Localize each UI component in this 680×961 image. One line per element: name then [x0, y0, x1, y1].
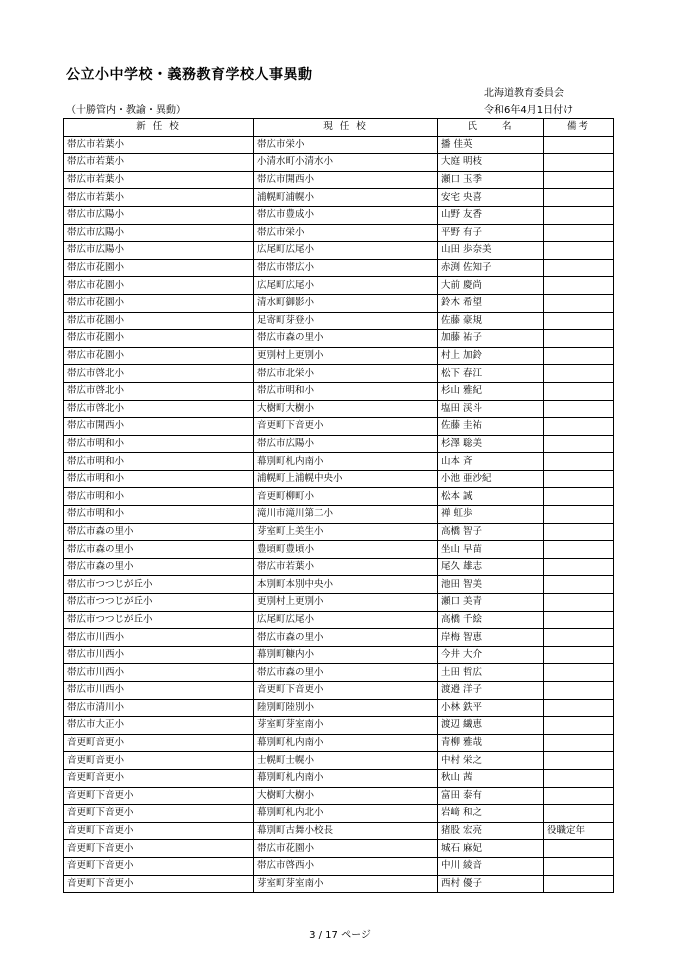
name-cell: 杉澤 聡美	[438, 435, 544, 453]
remarks-cell	[544, 734, 614, 752]
remarks-cell	[544, 488, 614, 506]
new-school-cell: 音更町音更小	[64, 734, 254, 752]
current-school-cell: 芽室町芽室南小	[254, 717, 438, 735]
table-row	[64, 453, 614, 471]
current-school-cell: 大樹町大樹小	[254, 787, 438, 805]
table-row	[64, 682, 614, 700]
table-row	[64, 171, 614, 189]
table-row	[64, 787, 614, 805]
new-school-cell: 帯広市明和小	[64, 506, 254, 524]
table-row	[64, 206, 614, 224]
new-school-cell: 帯広市若葉小	[64, 154, 254, 172]
current-school-cell: 帯広市若葉小	[254, 558, 438, 576]
remarks-cell	[544, 840, 614, 858]
remarks-cell	[544, 769, 614, 787]
remarks-cell	[544, 594, 614, 612]
column-header-new-school: 新 任 校	[64, 119, 254, 137]
name-cell: 小林 鉄平	[438, 699, 544, 717]
table-row	[64, 224, 614, 242]
remarks-cell	[544, 365, 614, 383]
current-school-cell: 芽室町芽室南小	[254, 875, 438, 893]
table-row	[64, 646, 614, 664]
name-cell: 松本 誠	[438, 488, 544, 506]
remarks-cell	[544, 682, 614, 700]
table-row	[64, 594, 614, 612]
new-school-cell: 音更町下音更小	[64, 875, 254, 893]
table-row	[64, 523, 614, 541]
table-row	[64, 242, 614, 260]
table-row	[64, 154, 614, 172]
name-cell: 今井 大介	[438, 646, 544, 664]
name-cell: 池田 智美	[438, 576, 544, 594]
remarks-cell	[544, 400, 614, 418]
table-row	[64, 435, 614, 453]
current-school-cell: 帯広市花園小	[254, 840, 438, 858]
new-school-cell: 音更町下音更小	[64, 787, 254, 805]
remarks-cell	[544, 787, 614, 805]
table-row	[64, 857, 614, 875]
table-row	[64, 752, 614, 770]
table-row	[64, 717, 614, 735]
table-row	[64, 558, 614, 576]
remarks-cell	[544, 664, 614, 682]
name-cell: 平野 有子	[438, 224, 544, 242]
current-school-cell: 豊頃町豊頃小	[254, 541, 438, 559]
name-cell: 小池 亜沙紀	[438, 470, 544, 488]
remarks-cell	[544, 154, 614, 172]
table-row	[64, 576, 614, 594]
current-school-cell: 帯広市帯広小	[254, 259, 438, 277]
name-cell: 城石 麻妃	[438, 840, 544, 858]
column-header-current-school: 現 任 校	[254, 119, 438, 137]
remarks-cell	[544, 611, 614, 629]
new-school-cell: 音更町下音更小	[64, 857, 254, 875]
remarks-cell	[544, 312, 614, 330]
new-school-cell: 音更町下音更小	[64, 822, 254, 840]
table-body	[64, 136, 614, 893]
name-cell: 秋山 茜	[438, 769, 544, 787]
remarks-cell	[544, 875, 614, 893]
table-row	[64, 769, 614, 787]
current-school-cell: 幕別町札内北小	[254, 805, 438, 823]
table-row	[64, 330, 614, 348]
new-school-cell: 帯広市広陽小	[64, 206, 254, 224]
name-cell: 大庭 明枝	[438, 154, 544, 172]
current-school-cell: 浦幌町浦幌小	[254, 189, 438, 207]
new-school-cell: 帯広市川西小	[64, 646, 254, 664]
current-school-cell: 滝川市滝川第二小	[254, 506, 438, 524]
table-row	[64, 259, 614, 277]
table-row	[64, 382, 614, 400]
current-school-cell: 帯広市豊成小	[254, 206, 438, 224]
name-cell: 猪股 宏亮	[438, 822, 544, 840]
current-school-cell: 士幌町士幌小	[254, 752, 438, 770]
current-school-cell: 芽室町上美生小	[254, 523, 438, 541]
new-school-cell: 帯広市花園小	[64, 312, 254, 330]
new-school-cell: 帯広市森の里小	[64, 541, 254, 559]
current-school-cell: 更別村上更別小	[254, 347, 438, 365]
new-school-cell: 帯広市つつじが丘小	[64, 576, 254, 594]
name-cell: 西村 優子	[438, 875, 544, 893]
name-cell: 瀬口 美青	[438, 594, 544, 612]
new-school-cell: 音更町音更小	[64, 769, 254, 787]
new-school-cell: 帯広市花園小	[64, 294, 254, 312]
current-school-cell: 音更町下音更小	[254, 418, 438, 436]
table-row	[64, 506, 614, 524]
table-row	[64, 805, 614, 823]
table-row	[64, 312, 614, 330]
name-cell: 村上 加鈴	[438, 347, 544, 365]
current-school-cell: 音更町下音更小	[254, 682, 438, 700]
new-school-cell: 帯広市啓北小	[64, 382, 254, 400]
current-school-cell: 帯広市北栄小	[254, 365, 438, 383]
name-cell: 中川 綾音	[438, 857, 544, 875]
new-school-cell: 帯広市花園小	[64, 347, 254, 365]
name-cell: 松下 春江	[438, 365, 544, 383]
table-row	[64, 400, 614, 418]
new-school-cell: 帯広市花園小	[64, 259, 254, 277]
table-header-row	[64, 119, 614, 137]
name-cell: 岩﨑 和之	[438, 805, 544, 823]
remarks-cell	[544, 242, 614, 260]
table-row	[64, 664, 614, 682]
current-school-cell: 帯広市明和小	[254, 382, 438, 400]
new-school-cell: 帯広市広陽小	[64, 224, 254, 242]
new-school-cell: 帯広市若葉小	[64, 171, 254, 189]
name-cell: 青柳 雅哉	[438, 734, 544, 752]
table-row	[64, 277, 614, 295]
new-school-cell: 帯広市広陽小	[64, 242, 254, 260]
remarks-cell	[544, 805, 614, 823]
new-school-cell: 帯広市開西小	[64, 418, 254, 436]
current-school-cell: 小清水町小清水小	[254, 154, 438, 172]
issuer: 北海道教育委員会	[484, 88, 564, 99]
new-school-cell: 音更町下音更小	[64, 840, 254, 858]
current-school-cell: 更別村上更別小	[254, 594, 438, 612]
remarks-cell	[544, 453, 614, 471]
table-row	[64, 136, 614, 154]
table-row	[64, 541, 614, 559]
table-row	[64, 822, 614, 840]
remarks-cell	[544, 506, 614, 524]
new-school-cell: 帯広市清川小	[64, 699, 254, 717]
current-school-cell: 広尾町広尾小	[254, 242, 438, 260]
table-row	[64, 875, 614, 893]
new-school-cell: 帯広市明和小	[64, 488, 254, 506]
current-school-cell: 清水町御影小	[254, 294, 438, 312]
remarks-cell	[544, 330, 614, 348]
name-cell: 坐山 早苗	[438, 541, 544, 559]
name-cell: 赤渕 佐知子	[438, 259, 544, 277]
name-cell: 尾久 雄志	[438, 558, 544, 576]
current-school-cell: 帯広市森の里小	[254, 664, 438, 682]
new-school-cell: 帯広市大正小	[64, 717, 254, 735]
current-school-cell: 幕別町札内南小	[254, 769, 438, 787]
remarks-cell	[544, 294, 614, 312]
current-school-cell: 帯広市啓西小	[254, 857, 438, 875]
document-title: 公立小中学校・義務教育学校人事異動	[66, 67, 313, 83]
new-school-cell: 帯広市啓北小	[64, 365, 254, 383]
remarks-cell	[544, 418, 614, 436]
name-cell: 禅 虹歩	[438, 506, 544, 524]
remarks-cell	[544, 629, 614, 647]
column-header-remarks: 備考	[544, 119, 614, 137]
name-cell: 土田 哲広	[438, 664, 544, 682]
current-school-cell: 足寄町芽登小	[254, 312, 438, 330]
name-cell: 岸梅 智恵	[438, 629, 544, 647]
table-row	[64, 189, 614, 207]
personnel-table	[63, 118, 614, 893]
remarks-cell	[544, 277, 614, 295]
new-school-cell: 帯広市花園小	[64, 277, 254, 295]
name-cell: 佐藤 豪規	[438, 312, 544, 330]
remarks-cell	[544, 206, 614, 224]
name-cell: 瀬口 玉季	[438, 171, 544, 189]
current-school-cell: 幕別町糠内小	[254, 646, 438, 664]
remarks-cell	[544, 523, 614, 541]
name-cell: 加藤 祐子	[438, 330, 544, 348]
table-row	[64, 470, 614, 488]
table-row	[64, 699, 614, 717]
name-cell: 山本 斉	[438, 453, 544, 471]
new-school-cell: 帯広市つつじが丘小	[64, 611, 254, 629]
name-cell: 佐藤 圭祐	[438, 418, 544, 436]
remarks-cell	[544, 752, 614, 770]
new-school-cell: 帯広市川西小	[64, 629, 254, 647]
remarks-cell	[544, 699, 614, 717]
new-school-cell: 帯広市若葉小	[64, 136, 254, 154]
current-school-cell: 帯広市広陽小	[254, 435, 438, 453]
name-cell: 渡邉 洋子	[438, 682, 544, 700]
remarks-cell	[544, 857, 614, 875]
name-cell: 山野 友香	[438, 206, 544, 224]
remarks-cell	[544, 259, 614, 277]
current-school-cell: 帯広市開西小	[254, 171, 438, 189]
current-school-cell: 広尾町広尾小	[254, 611, 438, 629]
name-cell: 山田 歩奈美	[438, 242, 544, 260]
remarks-cell	[544, 576, 614, 594]
new-school-cell: 帯広市明和小	[64, 470, 254, 488]
current-school-cell: 帯広市森の里小	[254, 330, 438, 348]
new-school-cell: 帯広市つつじが丘小	[64, 594, 254, 612]
remarks-cell	[544, 470, 614, 488]
name-cell: 塩田 渓斗	[438, 400, 544, 418]
new-school-cell: 帯広市若葉小	[64, 189, 254, 207]
remarks-cell	[544, 171, 614, 189]
new-school-cell: 帯広市花園小	[64, 330, 254, 348]
current-school-cell: 帯広市栄小	[254, 224, 438, 242]
name-cell: 杉山 雅紀	[438, 382, 544, 400]
name-cell: 大前 慶尚	[438, 277, 544, 295]
current-school-cell: 音更町柳町小	[254, 488, 438, 506]
name-cell: 高橋 千絵	[438, 611, 544, 629]
name-cell: 播 佳英	[438, 136, 544, 154]
new-school-cell: 帯広市啓北小	[64, 400, 254, 418]
remarks-cell	[544, 717, 614, 735]
remarks-cell	[544, 189, 614, 207]
table-row	[64, 734, 614, 752]
remarks-cell	[544, 541, 614, 559]
remarks-cell: 役職定年	[544, 822, 614, 840]
current-school-cell: 本別町本別中央小	[254, 576, 438, 594]
name-cell: 中村 栄之	[438, 752, 544, 770]
remarks-cell	[544, 646, 614, 664]
name-cell: 富田 泰有	[438, 787, 544, 805]
table-row	[64, 365, 614, 383]
new-school-cell: 音更町音更小	[64, 752, 254, 770]
current-school-cell: 幕別町札内南小	[254, 734, 438, 752]
table-row	[64, 840, 614, 858]
current-school-cell: 大樹町大樹小	[254, 400, 438, 418]
table-row	[64, 488, 614, 506]
current-school-cell: 広尾町広尾小	[254, 277, 438, 295]
table-row	[64, 611, 614, 629]
remarks-cell	[544, 347, 614, 365]
new-school-cell: 帯広市明和小	[64, 435, 254, 453]
new-school-cell: 帯広市川西小	[64, 664, 254, 682]
effective-date: 令和6年4月1日付け	[484, 105, 574, 116]
name-cell: 鈴木 希望	[438, 294, 544, 312]
scope-label: （十勝管内・教諭・異動）	[66, 105, 186, 116]
name-cell: 高橋 智子	[438, 523, 544, 541]
current-school-cell: 帯広市森の里小	[254, 629, 438, 647]
column-header-name: 氏 名	[438, 119, 544, 137]
remarks-cell	[544, 224, 614, 242]
current-school-cell: 幕別町古舞小校長	[254, 822, 438, 840]
current-school-cell: 幕別町札内南小	[254, 453, 438, 471]
new-school-cell: 音更町下音更小	[64, 805, 254, 823]
remarks-cell	[544, 558, 614, 576]
page-number: 3 / 17 ページ	[309, 930, 371, 941]
new-school-cell: 帯広市川西小	[64, 682, 254, 700]
new-school-cell: 帯広市明和小	[64, 453, 254, 471]
remarks-cell	[544, 382, 614, 400]
new-school-cell: 帯広市森の里小	[64, 523, 254, 541]
table-row	[64, 347, 614, 365]
remarks-cell	[544, 136, 614, 154]
table-row	[64, 418, 614, 436]
remarks-cell	[544, 435, 614, 453]
current-school-cell: 浦幌町上浦幌中央小	[254, 470, 438, 488]
current-school-cell: 帯広市栄小	[254, 136, 438, 154]
table-row	[64, 629, 614, 647]
name-cell: 渡辺 繊恵	[438, 717, 544, 735]
table-row	[64, 294, 614, 312]
new-school-cell: 帯広市森の里小	[64, 558, 254, 576]
current-school-cell: 陸別町陸別小	[254, 699, 438, 717]
name-cell: 安宅 央喜	[438, 189, 544, 207]
